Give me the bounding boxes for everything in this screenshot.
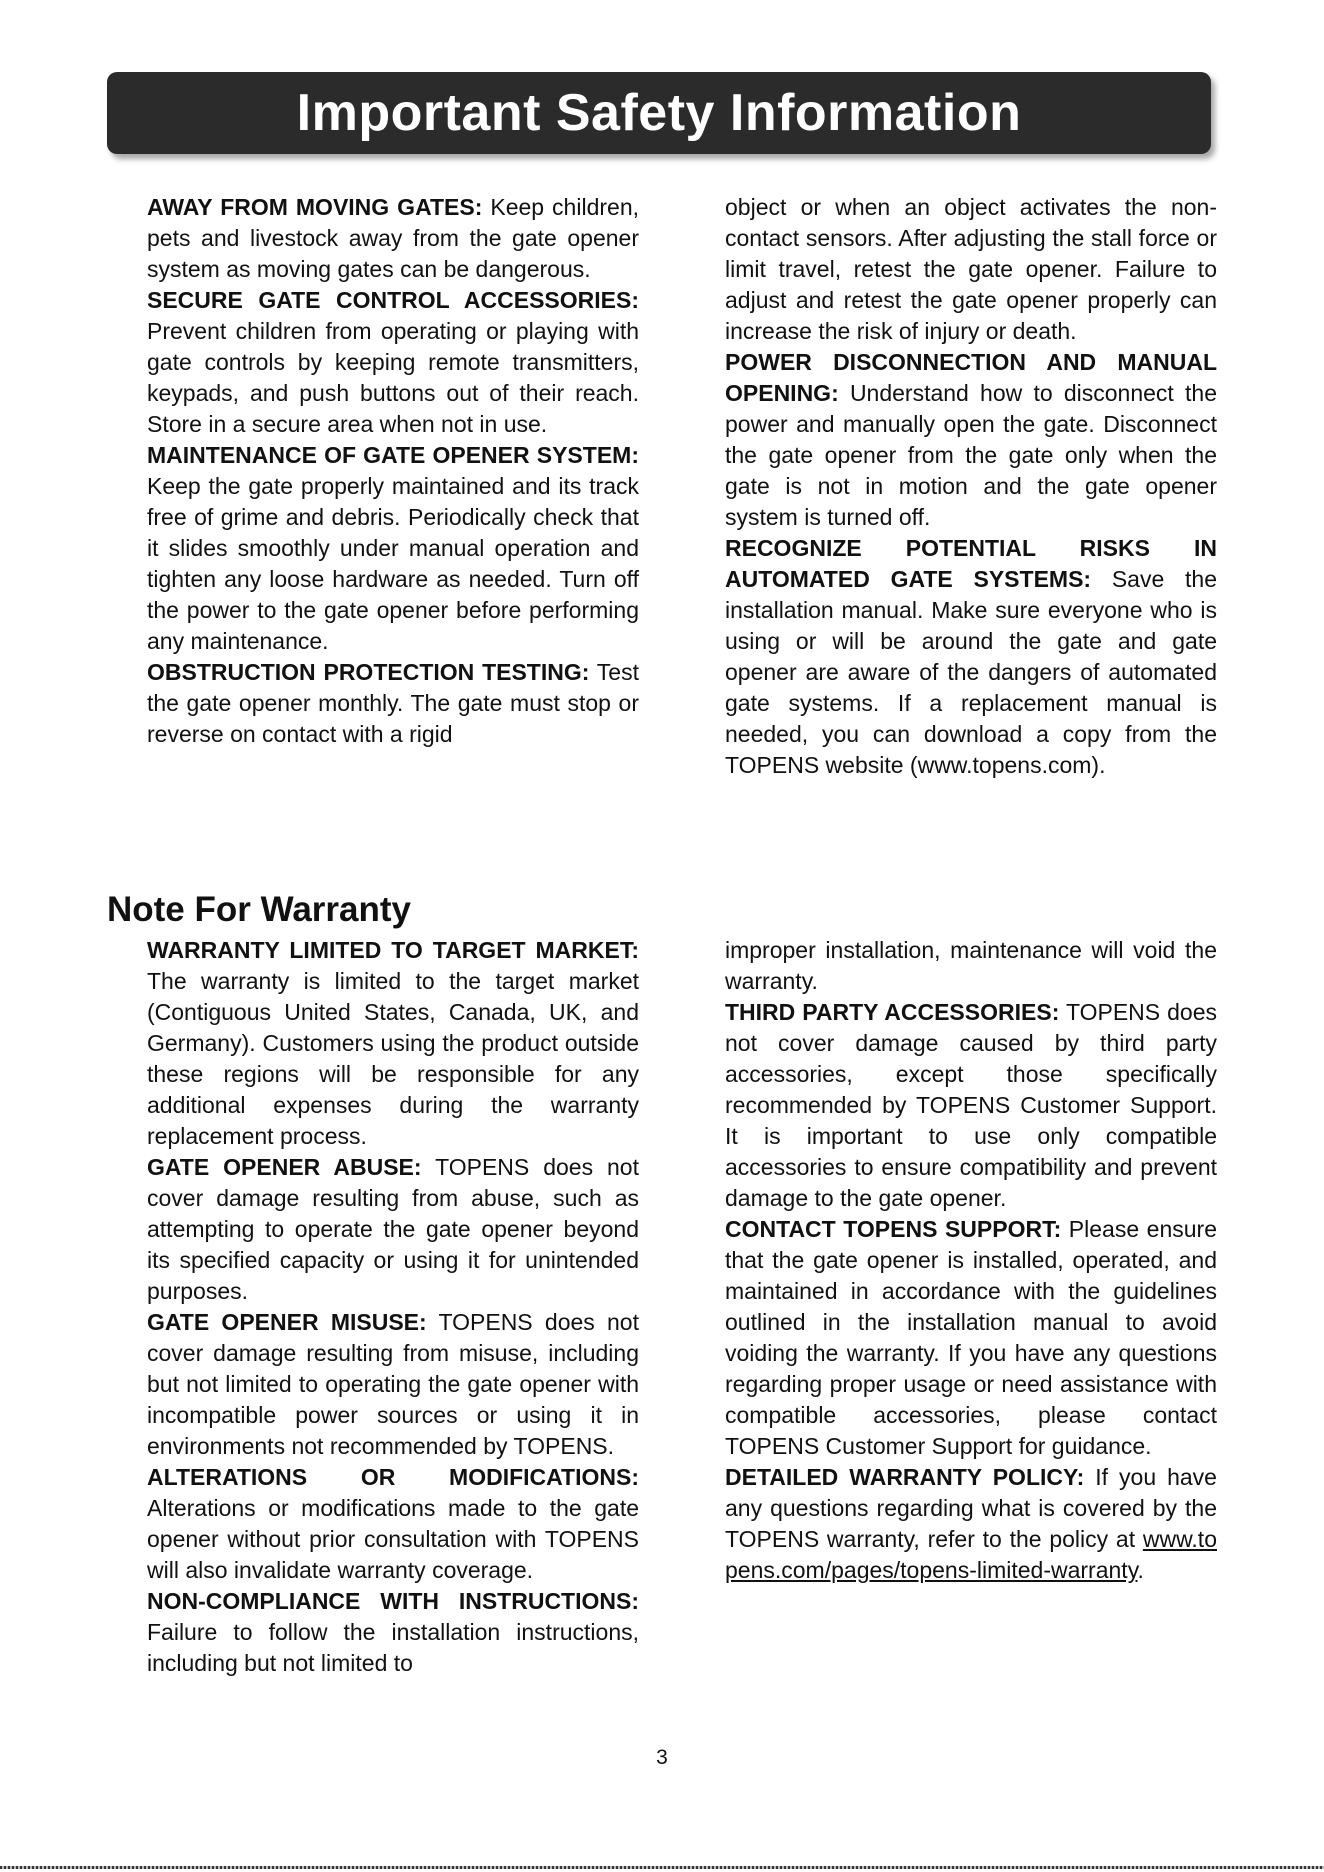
paragraph-target-market: [147, 935, 639, 1152]
paragraph-heading: SECURE GATE CONTROL ACCESSORIES:: [147, 287, 639, 313]
paragraph-heading: DETAILED WARRANTY POLICY:: [725, 1464, 1085, 1490]
paragraph-text: Alterations or modifications made to the gate opener without prior consultation with TOPENS will also invalidate warranty coverage.: [147, 1495, 639, 1583]
paragraph-heading: CONTACT TOPENS SUPPORT:: [725, 1216, 1062, 1242]
paragraph-heading: OBSTRUCTION PROTECTION TESTING:: [147, 659, 590, 685]
title-banner: [107, 72, 1211, 154]
paragraph-text: TOPENS does not cover damage resulting from misuse, including but not limited to operating the gate opener with incompatible power sources or using it in environments not recommended by TOPENS.: [147, 1309, 639, 1459]
paragraph-text: object or when an object activates the non-contact sensors. After adjusting the stall force or limit travel, retest the gate opener. Failure to adjust and retest the gate opener properly can increase the risk of injury or death.: [725, 194, 1217, 344]
paragraph-contact-support: [725, 1214, 1217, 1462]
paragraph-obstruction-continued: [725, 192, 1217, 347]
paragraph-text: TOPENS does not cover damage resulting from abuse, such as attempting to operate the gate opener beyond its specified capacity or using it for unintended purposes.: [147, 1154, 639, 1304]
paragraph-heading: ALTERATIONS OR MODIFICATIONS:: [147, 1464, 639, 1490]
warranty-section-title: Note For Warranty: [107, 890, 412, 929]
page-title: Important Safety Information: [296, 84, 1022, 142]
page-number: 3: [656, 1746, 668, 1769]
paragraph-heading: GATE OPENER MISUSE:: [147, 1309, 427, 1335]
paragraph-text: The warranty is limited to the target market (Contiguous United States, Canada, UK, and Germany). Customers using the product outside these regions will be responsible for any additional expenses during the warranty replacement process.: [147, 968, 639, 1149]
warranty-column-left: [147, 935, 639, 1679]
paragraph-heading: POWER DISCONNECTION AND MANUAL OPENING:: [725, 349, 1217, 406]
paragraph-text: Keep the gate properly maintained and its track free of grime and debris. Periodically check that it slides smoothly under manual operation and tighten any loose hardware as needed. Turn off the power to the gate opener before performing any maintenance.: [147, 473, 639, 654]
link-suffix: .: [1137, 1557, 1144, 1583]
paragraph-heading: RECOGNIZE POTENTIAL RISKS IN AUTOMATED GATE SYSTEMS:: [725, 535, 1217, 592]
paragraph-non-compliance: [147, 1586, 639, 1679]
paragraph-text: Prevent children from operating or playing with gate controls by keeping remote transmitters, keypads, and push buttons out of their reach. Store in a secure area when not in use.: [147, 318, 639, 437]
paragraph-text: Please ensure that the gate opener is installed, operated, and maintained in accordance with the guidelines outlined in the installation manual to avoid voiding the warranty. If you have any questions regarding proper usage or need assistance with compatible accessories, please contact TOPENS Customer Support for guidance.: [725, 1216, 1218, 1459]
paragraph-away-from-moving-gates: [147, 192, 639, 285]
safety-column-left: [147, 192, 639, 750]
paragraph-heading: THIRD PARTY ACCESSORIES:: [725, 999, 1060, 1025]
paragraph-text: Save the installation manual. Make sure everyone who is using or will be around the gate and gate opener are aware of the dangers of automated gate systems. If a replacement manual is needed, you can download a copy from the TOPENS website (www.topens.com).: [725, 566, 1217, 778]
paragraph-alterations: [147, 1462, 639, 1586]
paragraph-heading: AWAY FROM MOVING GATES:: [147, 194, 483, 220]
warranty-column-right: [725, 935, 1217, 1586]
paragraph-text: Test the gate opener monthly. The gate must stop or reverse on contact with a rigid: [147, 659, 639, 747]
paragraph-heading: GATE OPENER ABUSE:: [147, 1154, 422, 1180]
paragraph-heading: MAINTENANCE OF GATE OPENER SYSTEM:: [147, 442, 639, 468]
paragraph-text: Understand how to disconnect the power and manually open the gate. Disconnect the gate opener from the gate only when the gate is not in motion and the gate opener system is turned off.: [725, 380, 1217, 530]
paragraph-non-compliance-continued: [725, 935, 1217, 997]
paragraph-text: improper installation, maintenance will void the warranty.: [725, 937, 1217, 994]
paragraph-text: TOPENS does not cover damage caused by third party accessories, except those specifically recommended by TOPENS Customer Support. It is important to use only compatible accessories to ensure compatibility and prevent damage to the gate opener.: [725, 999, 1217, 1211]
paragraph-secure-gate-control: [147, 285, 639, 440]
paragraph-text: If you have any questions regarding what is covered by the TOPENS warranty, refer to the policy at: [725, 1464, 1217, 1552]
safety-column-right: [725, 192, 1217, 781]
paragraph-third-party: [725, 997, 1217, 1214]
paragraph-obstruction-testing: [147, 657, 639, 750]
paragraph-maintenance: [147, 440, 639, 657]
paragraph-detailed-policy: [725, 1462, 1217, 1586]
paragraph-text: Failure to follow the installation instructions, including but not limited to: [147, 1619, 639, 1676]
warranty-policy-link[interactable]: www.topens.com/pages/topens-limited-warranty: [725, 1526, 1217, 1583]
paragraph-heading: WARRANTY LIMITED TO TARGET MARKET:: [147, 937, 639, 963]
paragraph-text: Keep children, pets and livestock away from the gate opener system as moving gates can be dangerous.: [147, 194, 639, 282]
paragraph-gate-opener-abuse: [147, 1152, 639, 1307]
paragraph-recognize-risks: [725, 533, 1217, 781]
bottom-divider: [0, 1866, 1324, 1869]
paragraph-heading: NON-COMPLIANCE WITH INSTRUCTIONS:: [147, 1588, 639, 1614]
paragraph-gate-opener-misuse: [147, 1307, 639, 1462]
paragraph-power-disconnection: [725, 347, 1217, 533]
